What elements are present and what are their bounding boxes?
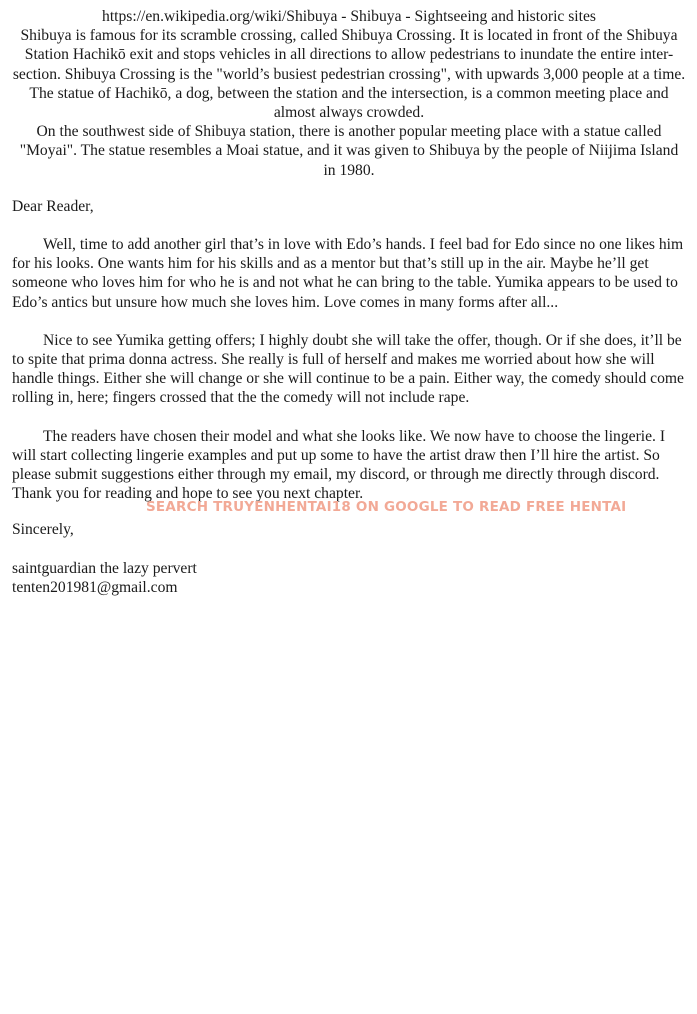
letter-paragraph: The readers have chosen their model and what she looks like. We now have to choose the lingerie. I will start collecting lingerie examples and put up some to have the artist draw then I’ll hire the artist. So please submit suggestions either through my email, my discord, or through me directly through discord. Thank you for reading and hope to see you next chapter. — [12, 427, 666, 503]
source-citation: https://en.wikipedia.org/wiki/Shibuya - Shibuya - Sightseeing and historic sites — [102, 8, 596, 25]
signature-email: tenten201981@gmail.com — [12, 578, 178, 596]
letter-paragraph: Nice to see Yumika getting offers; I highly doubt she will take the offer, though. Or if she does, it’ll be to spite that prima donna actress. She really is full of herself and makes me worried about how she will handle things. Either she will change or she will continue to be a pain. Either way, the comedy should come rolling in, here; fingers crossed that the the comedy will not include rape. — [12, 331, 684, 407]
spacer — [12, 312, 686, 331]
spacer — [12, 216, 686, 235]
letter-closing: Sincerely, — [12, 521, 74, 539]
source-paragraph-moyai: On the southwest side of Shibuya station, there is another popular meeting place with a statue called "Moyai". The statue resembles a Moai statue, and it was given to Shibuya by the people of Niijima Island in 1980. — [19, 123, 679, 179]
letter-salutation: Dear Reader, — [12, 197, 94, 215]
source-paragraph-crossing: Shibuya is famous for its scramble crossing, called Shibuya Crossing. It is located in front of the Shibuya Station Hachikō exit and stops vehicles in all directions to allow pedestrians to inundate the entire inter-section. Shibuya Crossing is the "world’s busiest pedestrian crossing", with upwards 3,000 people at a time. The statue of Hachikō, a dog, between the station and the intersection, is a common meeting place and almost always crowded. — [12, 27, 686, 122]
letter — [12, 197, 686, 597]
letter-paragraph: Well, time to add another girl that’s in love with Edo’s hands. I feel bad for Edo since no one likes him for his looks. One wants him for his skills and as a mentor but that’s still up in the air. Maybe he’ll get someone who loves him for who he is and not what he can bring to the table. Yumika appears to be used to Edo’s antics but unsure how much she loves him. Love comes in many forms after all... — [12, 236, 684, 311]
watermark-banner: SEARCH TRUYENHENTAI18 ON GOOGLE TO READ FREE HENTAI — [146, 499, 627, 515]
spacer — [12, 408, 686, 427]
signature-name: saintguardian the lazy pervert — [12, 559, 197, 577]
